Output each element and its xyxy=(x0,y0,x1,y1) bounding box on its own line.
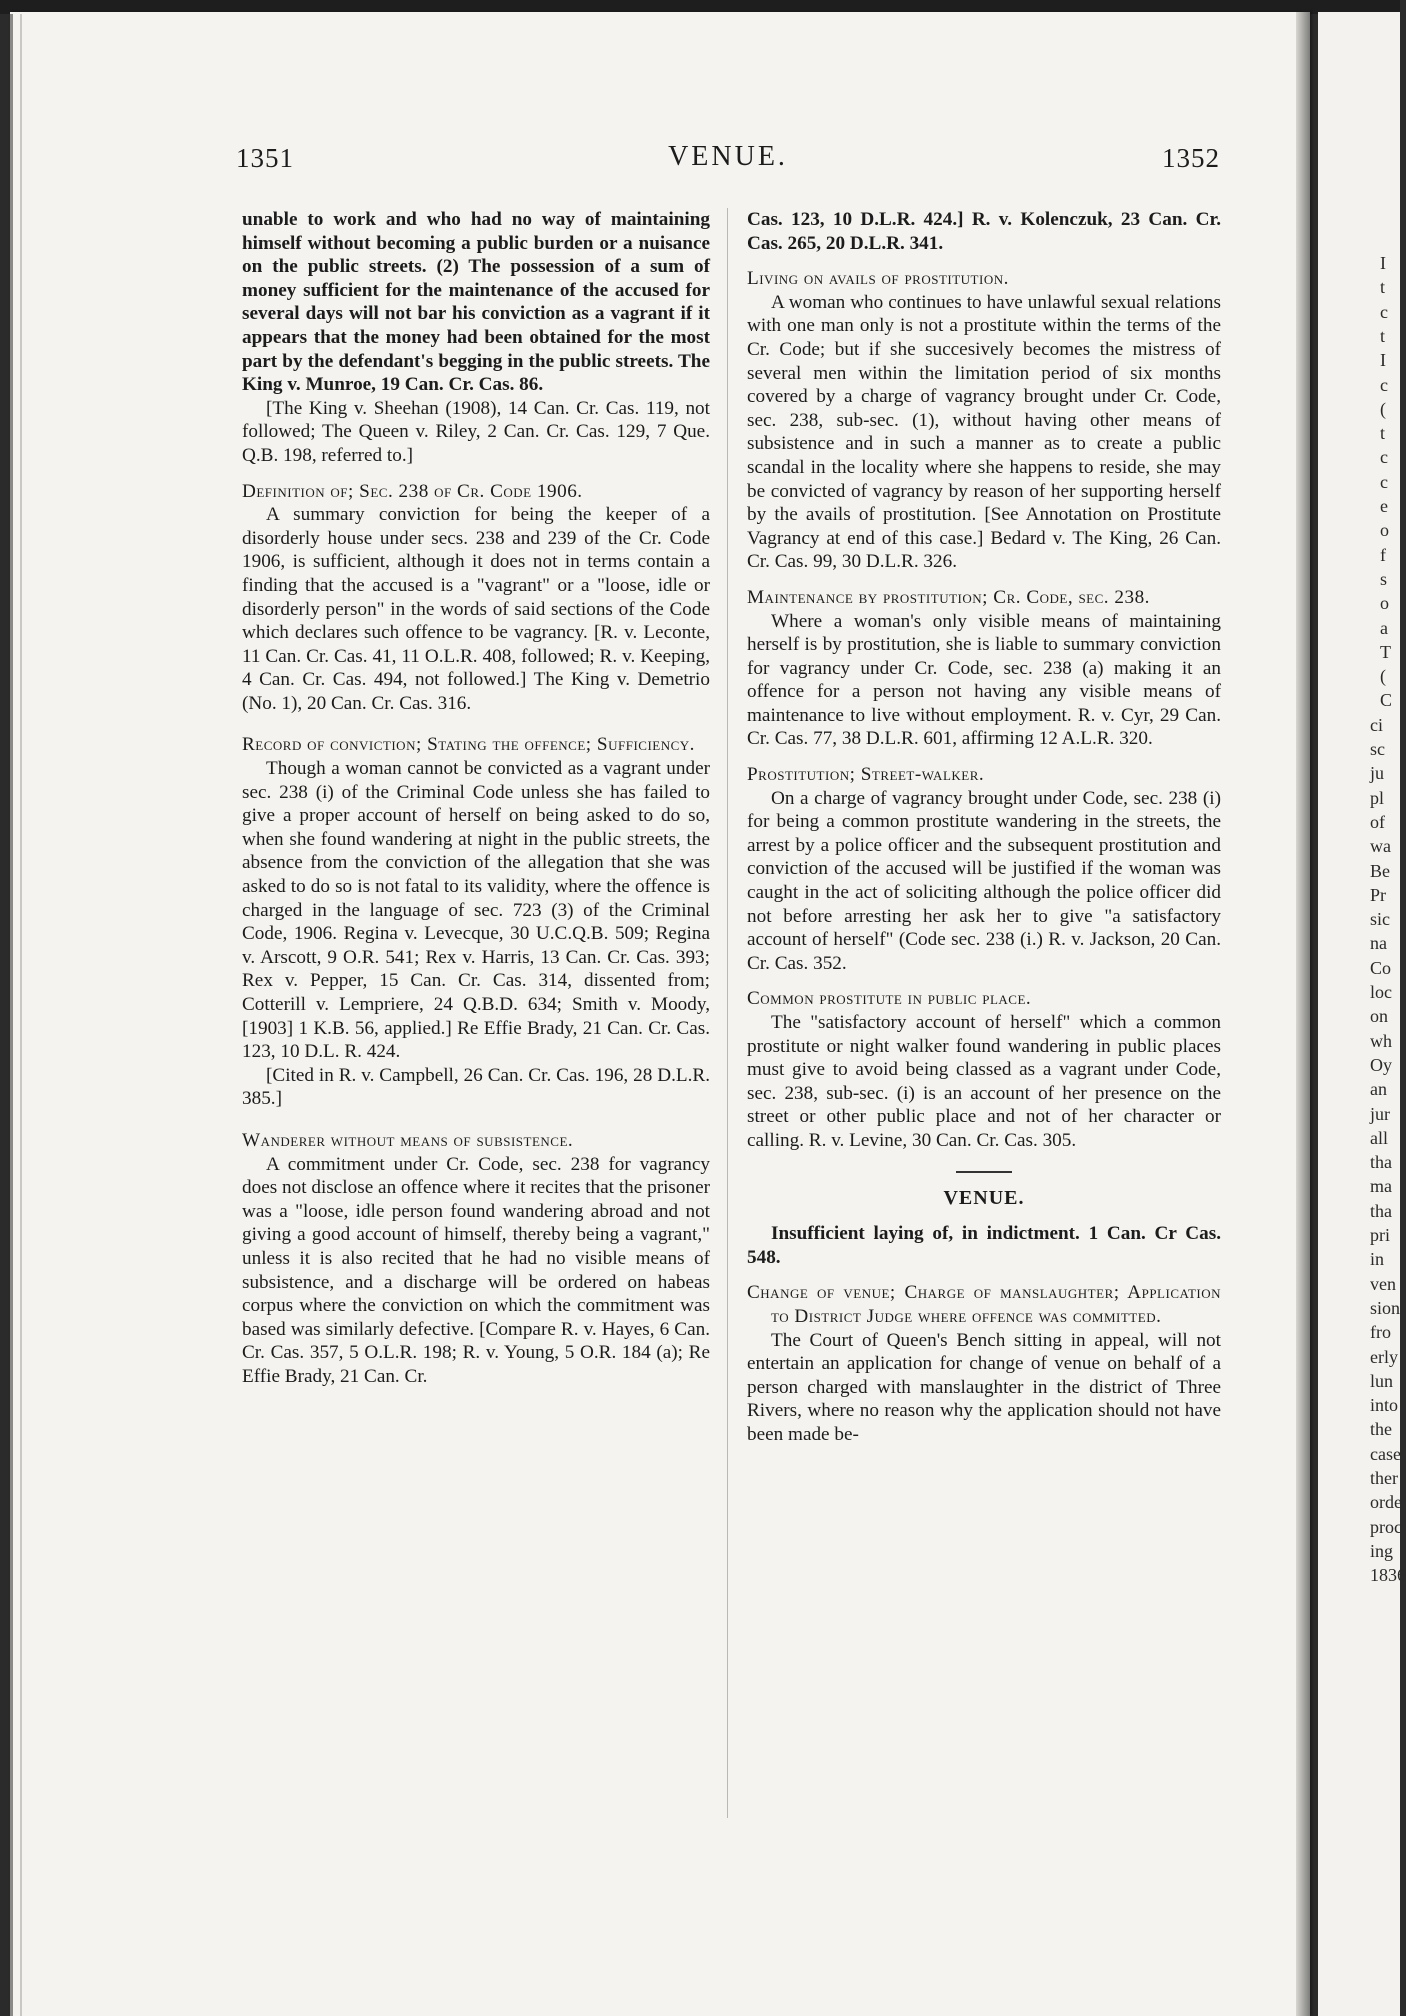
adjacent-page-text-fragment: proc xyxy=(1370,1516,1402,1537)
paragraph: On a charge of vagrancy brought under Code, sec. 238 (i) for being a common prostitute wandering in the streets, the arrest by a police officer and the subsequent prostitution and conviction of the accused will be justified if the woman was caught in the act of soliciting although the police officer did not before arresting her ask her to give "a satisfactory account of herself" (Code sec. 238 (i.) R. v. Jackson, 20 Can. Cr. Cas. 352. xyxy=(747,787,1221,974)
adjacent-page-text-fragment: ( xyxy=(1380,666,1386,687)
adjacent-page-text-fragment: wh xyxy=(1370,1030,1392,1051)
adjacent-page-text-fragment: 1836 xyxy=(1370,1565,1406,1586)
paragraph: Where a woman's only visible means of maintaining herself is by prostitution, she is liable to summary conviction for vagrancy under Cr. Code, sec. 238 (a) making it an offence for a person not having any visible means of maintenance to live without employment. R. v. Cyr, 29 Can. Cr. Cas. 77, 38 D.L.R. 601, affirming 12 A.L.R. 320. xyxy=(747,610,1221,750)
adjacent-page-text-fragment: c xyxy=(1380,447,1388,468)
column-divider xyxy=(727,208,728,1818)
adjacent-page-text-fragment: c xyxy=(1380,301,1388,322)
section-heading: Maintenance by prostitution; Cr. Code, sec. 238. xyxy=(747,586,1150,608)
adjacent-page-text-fragment: c xyxy=(1380,471,1388,492)
page-fold-shadow xyxy=(1296,12,1310,2016)
adjacent-page-text-fragment: pl xyxy=(1370,787,1385,808)
adjacent-page-text-fragment: lun xyxy=(1370,1370,1394,1391)
paragraph: The Court of Queen's Bench sitting in appeal, will not entertain an application for change of venue on behalf of a person charged with manslaughter in the district of Three Rivers, where no reason why the application should not have been made be- xyxy=(747,1329,1221,1445)
section-heading: Wanderer without means of subsistence. xyxy=(242,1129,574,1151)
paragraph: [The King v. Sheehan (1908), 14 Can. Cr. Cas. 119, not followed; The Queen v. Riley, 2 Can. Cr. Cas. 129, 7 Que. Q.B. 198, referred to.] xyxy=(242,397,710,466)
paragraph: Cas. 123, 10 D.L.R. 424.] R. v. Kolenczuk, 23 Can. Cr. Cas. 265, 20 D.L.R. 341. xyxy=(747,209,1221,254)
section-heading: Common prostitute in public place. xyxy=(747,988,1032,1010)
adjacent-page-text-fragment: o xyxy=(1380,520,1389,541)
adjacent-page-text-fragment: na xyxy=(1370,933,1387,954)
adjacent-page-text-fragment: t xyxy=(1380,423,1386,444)
adjacent-page-text-fragment: C xyxy=(1380,690,1393,711)
running-title: VENUE. xyxy=(668,141,788,172)
section-heading: Record of conviction; Stating the offence; Sufficiency. xyxy=(242,734,695,756)
adjacent-page-text-fragment: Be xyxy=(1370,860,1390,881)
section-heading: Change of venue; Charge of manslaughter; Application to District Judge where offence was committed. xyxy=(747,1282,1221,1327)
adjacent-page-text-fragment: tha xyxy=(1370,1152,1392,1173)
adjacent-page-text-fragment: e xyxy=(1380,496,1388,516)
adjacent-page-text-fragment: pri xyxy=(1370,1225,1390,1245)
adjacent-page-text-fragment: f xyxy=(1380,544,1386,565)
adjacent-page-text-fragment: t xyxy=(1380,325,1386,346)
adjacent-page-text-fragment: erly xyxy=(1370,1346,1398,1367)
section-heading: Prostitution; Street-walker. xyxy=(747,764,985,786)
adjacent-page-text-fragment: ( xyxy=(1380,398,1386,419)
adjacent-page-text-fragment: orde xyxy=(1370,1492,1402,1513)
adjacent-page-text-fragment: ma xyxy=(1370,1176,1392,1197)
adjacent-page-text-fragment: of xyxy=(1370,811,1385,832)
adjacent-page-text-fragment: ing xyxy=(1370,1540,1394,1561)
adjacent-page-text-fragment: in xyxy=(1370,1249,1385,1270)
adjacent-page-text-fragment: all xyxy=(1370,1127,1388,1148)
section-divider xyxy=(956,1171,1012,1173)
adjacent-page-text-fragment: s xyxy=(1380,568,1388,589)
adjacent-page-text-fragment: fro xyxy=(1370,1322,1391,1343)
adjacent-page-fragment xyxy=(1318,12,1406,2016)
paragraph: Though a woman cannot be convicted as a vagrant under sec. 238 (i) of the Criminal Code unless she has failed to give a proper account of herself on being asked to do so, when she found wandering at night in the public streets, the absence from the conviction of the allegation that she was asked to do so is not fatal to its validity, where the offence is charged in the language of sec. 723 (3) of the Criminal Code, 1906. Regina v. Levecque, 30 U.C.Q.B. 509; Regina v. Arscott, 9 O.R. 541; Rex v. Harris, 13 Can. Cr. Cas. 393; Rex v. Pepper, 15 Can. Cr. Cas. 314, dissented from; Cotterill v. Lempriere, 24 Q.B.D. 634; Smith v. Moody, [1903] 1 K.B. 56, applied.] Re Effie Brady, 21 Can. Cr. Cas. 123, 10 D.L. R. 424. xyxy=(242,758,710,1063)
adjacent-page-text-fragment: ci xyxy=(1370,714,1383,735)
adjacent-page-text-fragment: a xyxy=(1380,617,1388,638)
page-number-right: 1352 xyxy=(1162,143,1220,173)
page-header xyxy=(236,143,1220,183)
adjacent-page-text-fragment: I xyxy=(1380,253,1386,273)
adjacent-page-text-fragment: jur xyxy=(1370,1103,1390,1124)
page-number-left: 1351 xyxy=(236,143,294,173)
paragraph: The "satisfactory account of herself" which a common prostitute or night walker found wandering in public places must give to avoid being classed as a vagrant under Code, sec. 238, sub-sec. (i) is an account of her presence on the street or other public place and not of her character or calling. R. v. Levine, 30 Can. Cr. Cas. 305. xyxy=(747,1012,1221,1151)
paragraph: Insufficient laying of, in indictment. 1 Can. Cr Cas. 548. xyxy=(747,1223,1221,1268)
adjacent-page-text-fragment: c xyxy=(1380,374,1388,395)
page-binding-edge-inner xyxy=(20,14,22,2016)
adjacent-page-text-fragment: the xyxy=(1370,1419,1392,1440)
adjacent-page-text-fragment: tha xyxy=(1370,1200,1392,1221)
adjacent-page-text-fragment: into xyxy=(1370,1395,1399,1416)
paragraph: unable to work and who had no way of maintaining himself without becoming a public burden or a nuisance on the public streets. (2) The possession of a sum of money sufficient for the maintenance of the accused for several days will not bar his conviction as a vagrant if it appears that the money had been obtained for the most part by the defendant's begging in the public streets. The King v. Munroe, 19 Can. Cr. Cas. 86. xyxy=(242,209,710,396)
adjacent-page-text-fragment: an xyxy=(1370,1079,1387,1100)
adjacent-page-text-fragment: wa xyxy=(1370,836,1391,857)
adjacent-page-text-fragment: I xyxy=(1380,350,1386,371)
paragraph: A woman who continues to have unlawful sexual relations with one man only is not a prostitute within the terms of the Cr. Code; but if she succesively becomes the mistress of several men within the limitation period of six months covered by a charge of vagrancy brought under Cr. Code, sec. 238, sub-sec. (1), without having other means of subsistence and in such a manner as to create a public scandal in the locality where she happens to reside, she may be convicted of vagrancy by reason of her supporting herself by the avails of prostitution. [See Annotation on Prostitute Vagrancy at end of this case.] Bedard v. The King, 26 Can. Cr. Cas. 99, 30 D.L.R. 326. xyxy=(747,291,1221,573)
adjacent-page-text-fragment: loc xyxy=(1370,982,1392,1002)
adjacent-page-text-fragment: ven xyxy=(1370,1273,1396,1294)
adjacent-page-text-fragment: Pr xyxy=(1370,884,1387,905)
adjacent-page-text-fragment: sc xyxy=(1370,739,1385,759)
adjacent-page-text-fragment: sic xyxy=(1370,909,1390,930)
adjacent-page-text-fragment: Oy xyxy=(1370,1054,1392,1075)
section-heading: Living on avails of prostitution. xyxy=(747,268,1009,290)
adjacent-page-text-fragment: sion xyxy=(1370,1297,1401,1318)
left-column xyxy=(242,208,710,1389)
adjacent-page-text-fragment: T xyxy=(1380,641,1391,662)
adjacent-page-text-fragment: Co xyxy=(1370,957,1392,978)
adjacent-page-text-fragment: ther xyxy=(1370,1468,1398,1488)
paragraph: A commitment under Cr. Code, sec. 238 for vagrancy does not disclose an offence where it recites that the prisoner was a "loose, idle person found wandering abroad and not giving a good account of himself, thereby being a vagrant," unless it is also recited that he had no visible means of subsistence, and a discharge will be ordered on habeas corpus where the conviction on which the commitment was based was similarly defective. [Compare R. v. Hayes, 6 Can. Cr. Cas. 357, 5 O.L.R. 198; R. v. Young, 5 O.R. 184 (a); Re Effie Brady, 21 Can. Cr. xyxy=(242,1153,710,1387)
right-column xyxy=(747,208,1221,1447)
adjacent-page-text-fragment: on xyxy=(1370,1006,1388,1027)
adjacent-page-text-fragment: case xyxy=(1370,1443,1401,1464)
page-binding-edge xyxy=(10,14,13,2016)
paragraph: A summary conviction for being the keeper of a disorderly house under secs. 238 and 239 of the Cr. Code 1906, is sufficient, although it does not in terms contain a finding that the accused is a "vagrant" or a "loose, idle or disorderly person" in the words of said sections of the Code which declares such offence to be vagrancy. [R. v. Leconte, 11 Can. Cr. Cas. 41, 11 O.L.R. 408, followed; R. v. Keeping, 4 Can. Cr. Cas. 494, not followed.] The King v. Demetrio (No. 1), 20 Can. Cr. Cas. 316. xyxy=(242,504,710,714)
paragraph: [Cited in R. v. Campbell, 26 Can. Cr. Cas. 196, 28 D.L.R. 385.] xyxy=(242,1064,710,1110)
adjacent-page-text-fragment: o xyxy=(1380,593,1389,614)
venue-heading: VENUE. xyxy=(943,1186,1025,1209)
adjacent-page-text-fragment: ju xyxy=(1370,763,1385,784)
section-heading: Definition of; Sec. 238 of Cr. Code 1906. xyxy=(242,480,583,502)
adjacent-page-text-fragment: t xyxy=(1380,277,1386,298)
